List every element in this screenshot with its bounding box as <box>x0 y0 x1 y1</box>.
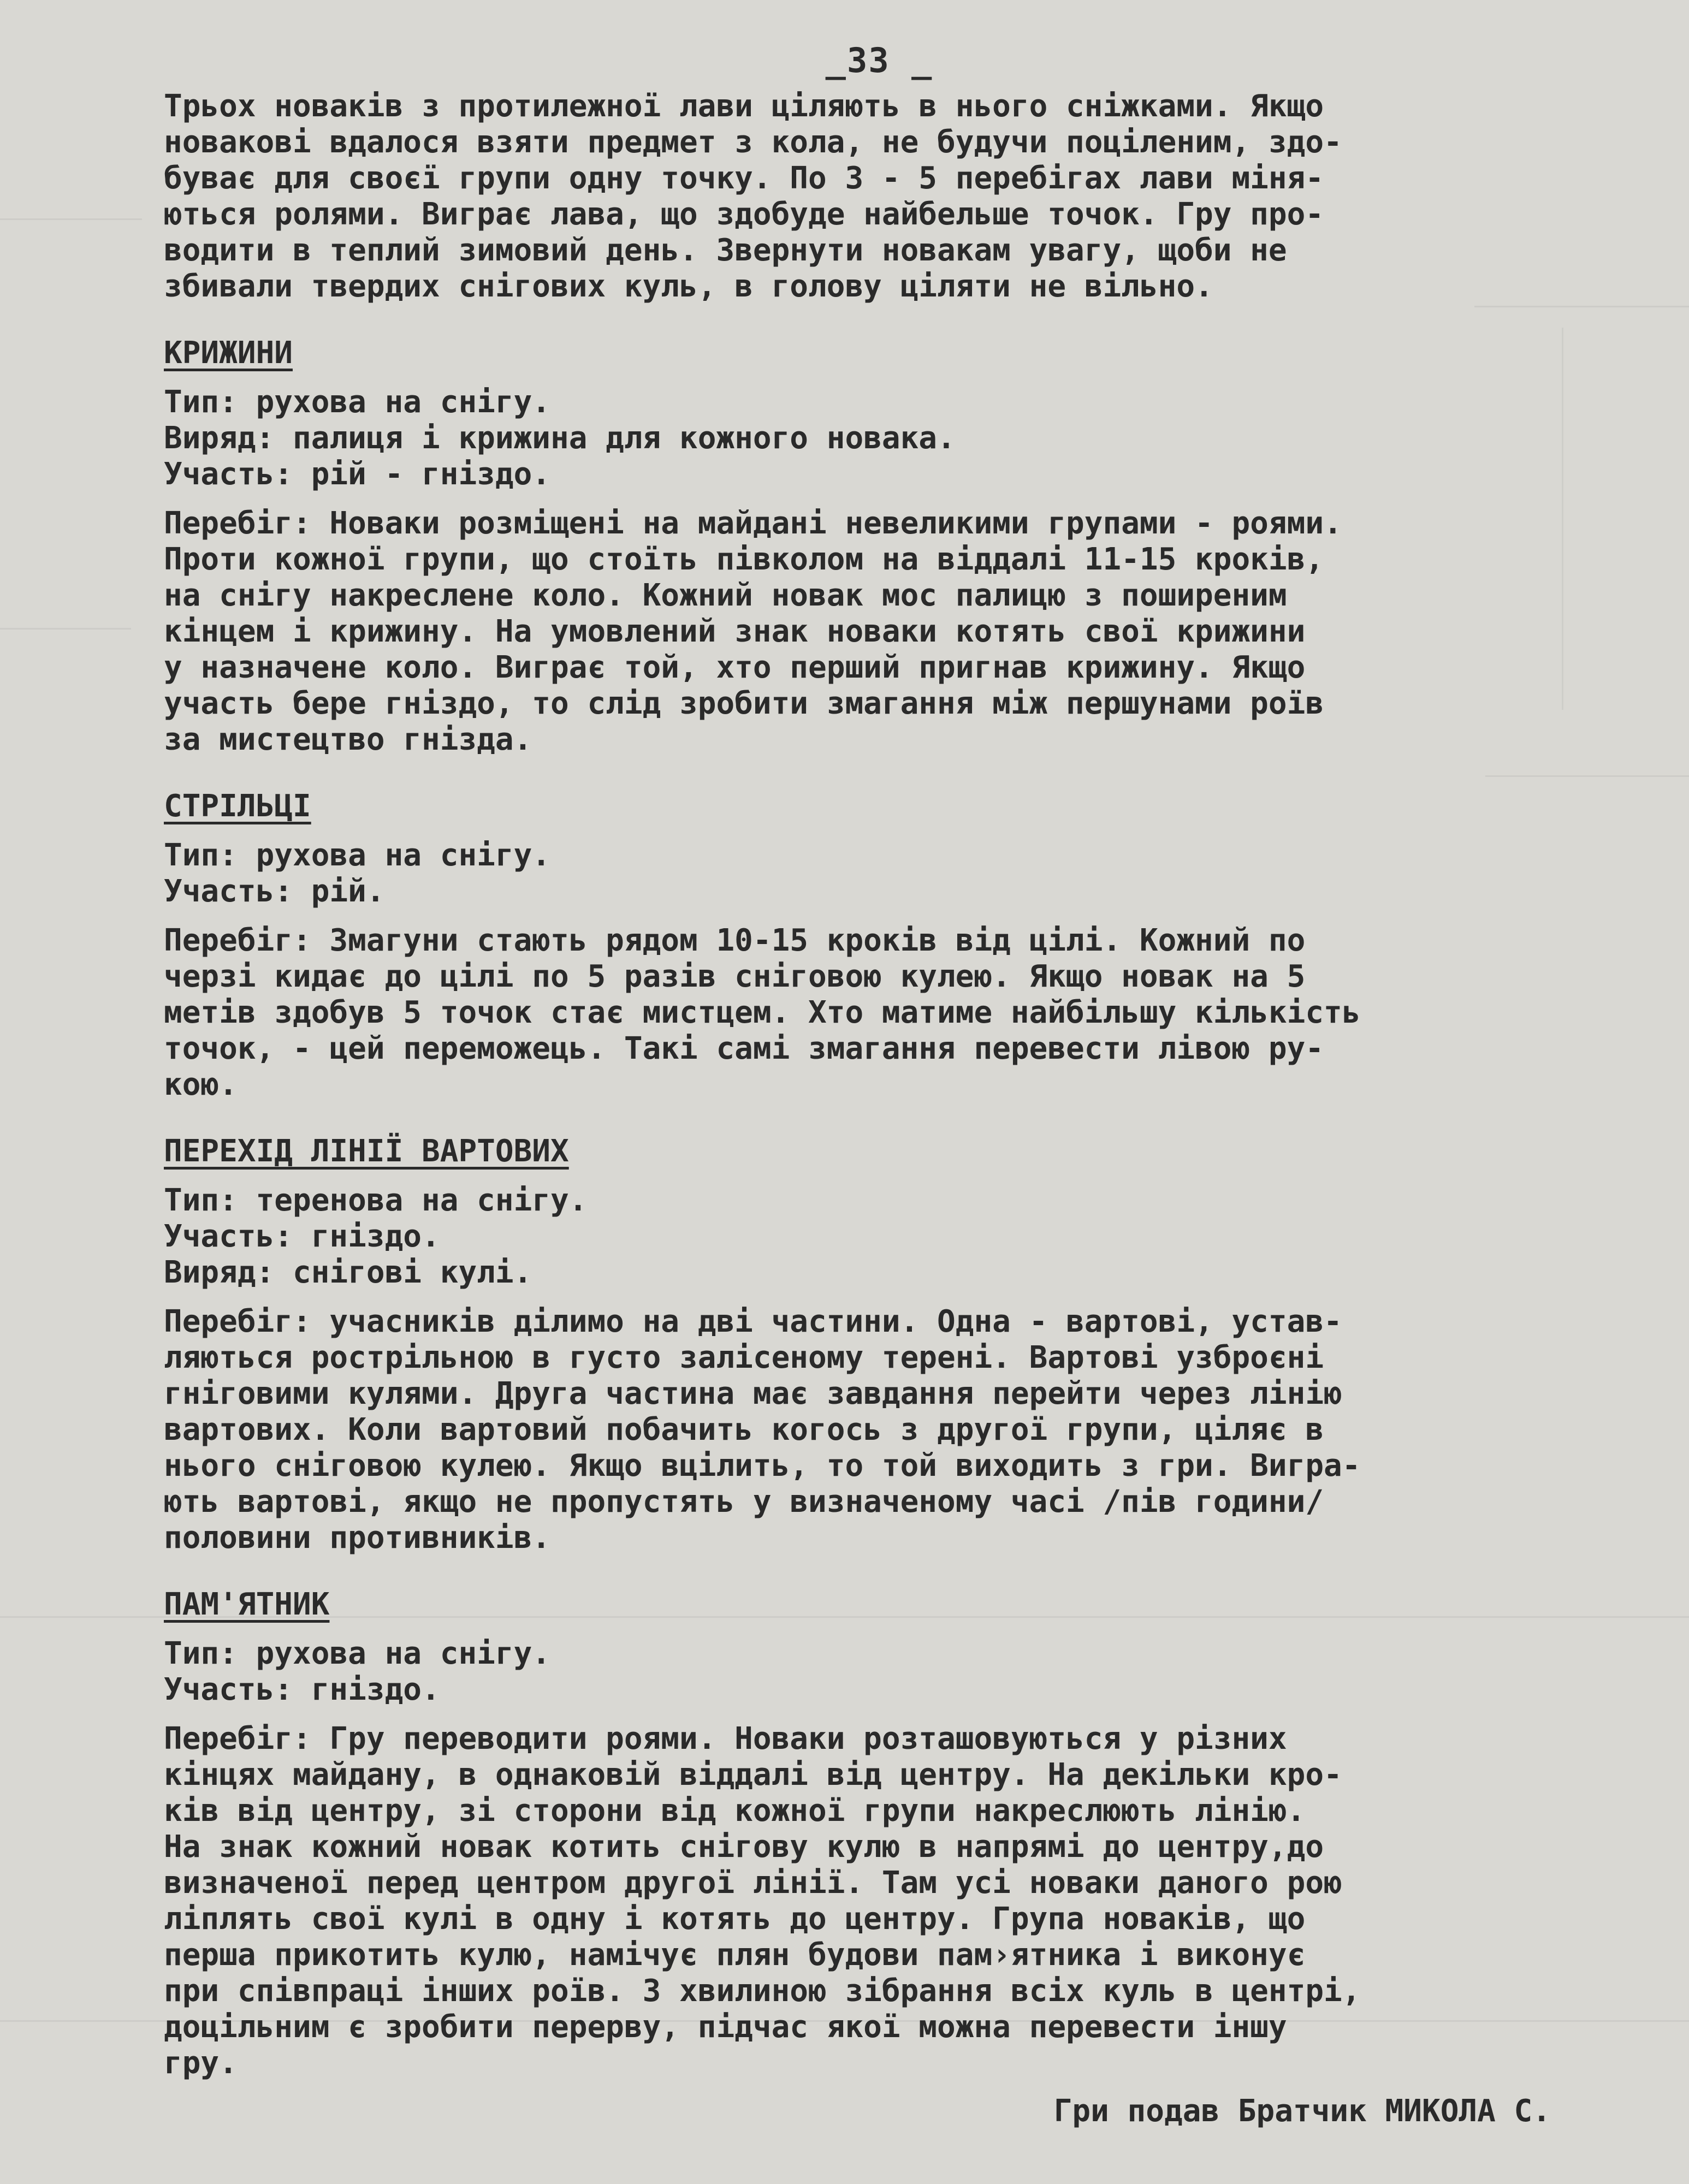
text-line: Перебіг: Гру переводити роями. Новаки розташовуються у різних <box>164 1721 1287 1756</box>
text-line: черзі кидає до цілі по 5 разів сніговою кулею. Якщо новак на 5 <box>164 959 1306 994</box>
text-line: за мистецтво гнізда. <box>164 722 532 757</box>
text-line: ків від центру, зі сторони від кожної групи накреслюють лінію. <box>164 1793 1306 1829</box>
text-line: кою. <box>164 1067 238 1102</box>
intro-paragraph <box>164 88 1562 305</box>
text-line: Перебіг: Змагуни стають рядом 10-15 кроків від цілі. Кожний по <box>164 923 1306 958</box>
bleed-mark <box>1562 328 1563 710</box>
bleed-mark <box>0 218 142 220</box>
game-participants: Участь: гніздо. <box>164 1219 440 1254</box>
section-striltsi <box>164 788 1562 1103</box>
section-title: ПАМ'ЯТНИК <box>164 1587 330 1622</box>
text-line: Проти кожної групи, що стоїть півколом на віддалі 11-15 кроків, <box>164 542 1324 577</box>
author-signature-line: Гри подав Братчик МИКОЛА С. <box>1053 2093 1551 2129</box>
text-line: На знак кожний новак котить снігову кулю в напрямі до центру,до <box>164 1829 1324 1865</box>
text-line: вартових. Коли вартовий побачить когось з другої групи, ціляє в <box>164 1412 1324 1447</box>
text-line: Перебіг: Новаки розміщені на майдані невеликими групами - роями. <box>164 506 1342 541</box>
game-type: Тип: рухова на снігу. <box>164 1636 551 1671</box>
text-line: ють вартові, якщо не пропустять у визначеному часі /пів години/ <box>164 1484 1324 1520</box>
text-line: на снігу накреслене коло. Кожний новак мос палицю з поширеним <box>164 578 1287 613</box>
section-title: ПЕРЕХІД ЛІНІЇ ВАРТОВИХ <box>164 1133 569 1169</box>
text-line: доцільним є зробити перерву, підчас якої можна перевести іншу <box>164 2009 1287 2045</box>
section-pamiatnyk <box>164 1587 1562 2081</box>
section-title: КРИЖИНИ <box>164 335 293 371</box>
section-perekhid <box>164 1133 1562 1556</box>
text-line: перша прикотить кулю, намічує плян будови пам›ятника і виконує <box>164 1937 1306 1973</box>
game-course <box>164 1304 1562 1556</box>
text-line: Перебіг: учасників ділимо на дві частини. Одна - вартові, устав- <box>164 1304 1342 1339</box>
text-line: гру. <box>164 2045 238 2081</box>
section-title: СТРІЛЬЦІ <box>164 788 311 824</box>
text-line: кінцях майдану, в однаковій віддалі від центру. На декільки кро- <box>164 1757 1342 1793</box>
text-line: у назначене коло. Виграє той, хто перший пригнав крижину. Якщо <box>164 650 1306 685</box>
page-number: _33 _ <box>825 40 933 80</box>
game-type: Тип: теренова на снігу. <box>164 1183 588 1218</box>
text-line: водити в теплий зимовий день. Звернути новакам увагу, щоби не <box>164 233 1287 268</box>
section-kryzhyny <box>164 335 1562 758</box>
text-line: участь бере гніздо, то слід зробити змагання між першунами роїв <box>164 686 1324 721</box>
text-line: новакові вдалося взяти предмет з кола, не будучи поціленим, здо- <box>164 124 1342 160</box>
game-type: Тип: рухова на снігу. <box>164 384 551 420</box>
text-line: при співпраці інших роїв. З хвилиною зібрання всіх куль в центрі, <box>164 1973 1361 2009</box>
text-line: половини противників. <box>164 1520 551 1556</box>
game-participants: Участь: гніздо. <box>164 1672 440 1707</box>
document-page <box>164 33 1562 2129</box>
game-course <box>164 506 1562 758</box>
text-line: збивали твердих снігових куль, в голову ціляти не вільно. <box>164 269 1213 304</box>
text-line: кінцем і крижину. На умовлений знак новаки котять свої крижини <box>164 614 1306 649</box>
text-line: визначеної перед центром другої лінії. Там усі новаки даного рою <box>164 1865 1342 1901</box>
game-participants: Участь: рій. <box>164 874 385 909</box>
game-gear: Виряд: палиця і крижина для кожного новака. <box>164 420 956 456</box>
text-line: метів здобув 5 точок стає мистцем. Хто матиме найбільшу кількість <box>164 995 1361 1030</box>
text-line: точок, - цей переможець. Такі самі змагання перевести лівою ру- <box>164 1031 1324 1066</box>
text-line: ліплять свої кулі в одну і котять до центру. Група новаків, що <box>164 1901 1306 1937</box>
game-gear: Виряд: снігові кулі. <box>164 1255 532 1290</box>
text-line: буває для своєї групи одну точку. По 3 - 5 перебігах лави міня- <box>164 161 1324 196</box>
text-line: нього сніговою кулею. Якщо вцілить, то той виходить з гри. Вигра- <box>164 1448 1361 1483</box>
text-line: ляються рострільною в густо залісеному терені. Вартові узброєні <box>164 1340 1324 1375</box>
game-course <box>164 923 1562 1103</box>
bleed-mark <box>0 628 131 630</box>
game-course <box>164 1721 1562 2081</box>
text-line: ються ролями. Виграє лава, що здобуде найбельше точок. Гру про- <box>164 197 1324 232</box>
game-participants: Участь: рій - гніздо. <box>164 456 551 492</box>
text-line: гніговими кулями. Друга частина має завдання перейти через лінію <box>164 1376 1342 1411</box>
game-type: Тип: рухова на снігу. <box>164 838 551 873</box>
text-line: Трьох новаків з протилежної лави ціляють в нього сніжками. Якщо <box>164 88 1324 124</box>
